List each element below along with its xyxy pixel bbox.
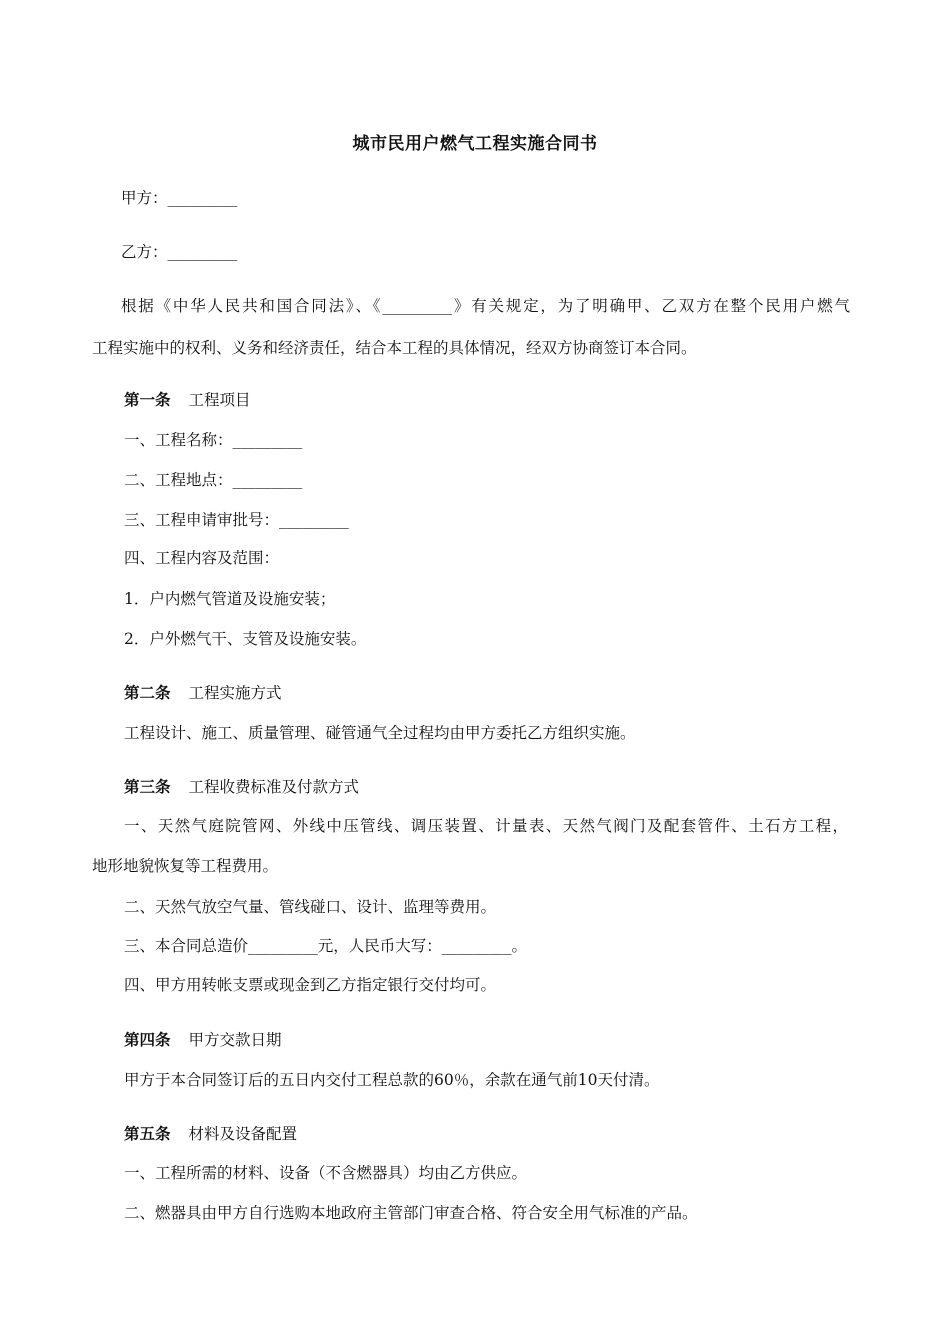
article-3-item: 三、本合同总造价_________元，人民币大写：_________。 xyxy=(124,937,528,955)
article-3-item: 二、天然气放空气量、管线碰口、设计、监理等费用。 xyxy=(124,898,497,916)
article-5-item: 二、燃器具由甲方自行选购本地政府主管部门审查合格、符合安全用气标准的产品。 xyxy=(124,1204,698,1222)
article-title: 材料及设备配置 xyxy=(188,1125,298,1143)
article-5-heading xyxy=(124,1124,297,1144)
article-1-item: 2．户外燃气干、支管及设施安装。 xyxy=(124,630,367,648)
article-3-item: 四、甲方用转帐支票或现金到乙方指定银行交付均可。 xyxy=(124,976,497,994)
party-b-line: 乙方：_________ xyxy=(121,243,238,261)
article-title: 工程实施方式 xyxy=(188,684,282,702)
document-title: 城市民用户燃气工程实施合同书 xyxy=(352,134,598,154)
article-1-item: 1．户内燃气管道及设施安装； xyxy=(124,590,336,608)
article-3-item: 地形地貌恢复等工程费用。 xyxy=(92,857,279,875)
article-label: 第四条 xyxy=(124,1031,171,1049)
article-3-item: 一、天然气庭院管网、外线中压管线、调压装置、计量表、天然气阀门及配套管件、土石方工程， xyxy=(124,817,848,835)
intro-line-1: 根据《中华人民共和国合同法》、《_________》有关规定，为了明确甲、乙双方在整个民用户燃气 xyxy=(121,297,850,315)
article-label: 第三条 xyxy=(124,778,171,796)
article-title: 工程收费标准及付款方式 xyxy=(188,778,360,796)
article-label: 第二条 xyxy=(124,684,171,702)
article-1-item: 四、工程内容及范围： xyxy=(124,549,280,567)
party-a-line: 甲方：_________ xyxy=(121,189,238,207)
article-4-heading xyxy=(124,1030,282,1050)
article-3-heading xyxy=(124,777,359,797)
article-label: 第五条 xyxy=(124,1125,171,1143)
article-1-item: 三、工程申请审批号：_________ xyxy=(124,511,349,529)
article-1-item: 二、工程地点：_________ xyxy=(124,471,303,489)
intro-line-2: 工程实施中的权利、义务和经济责任，结合本工程的具体情况，经双方协商签订本合同。 xyxy=(92,339,697,357)
article-title: 工程项目 xyxy=(188,391,251,409)
article-1-heading xyxy=(124,390,251,410)
article-title: 甲方交款日期 xyxy=(188,1031,282,1049)
article-2-item: 工程设计、施工、质量管理、碰管通气全过程均由甲方委托乙方组织实施。 xyxy=(124,724,636,742)
article-5-item: 一、工程所需的材料、设备（不含燃器具）均由乙方供应。 xyxy=(124,1164,528,1182)
article-2-heading xyxy=(124,683,282,703)
article-4-item: 甲方于本合同签订后的五日内交付工程总款的60％，余款在通气前10天付清。 xyxy=(124,1071,660,1089)
article-1-item: 一、工程名称：_________ xyxy=(124,431,303,449)
article-label: 第一条 xyxy=(124,391,171,409)
